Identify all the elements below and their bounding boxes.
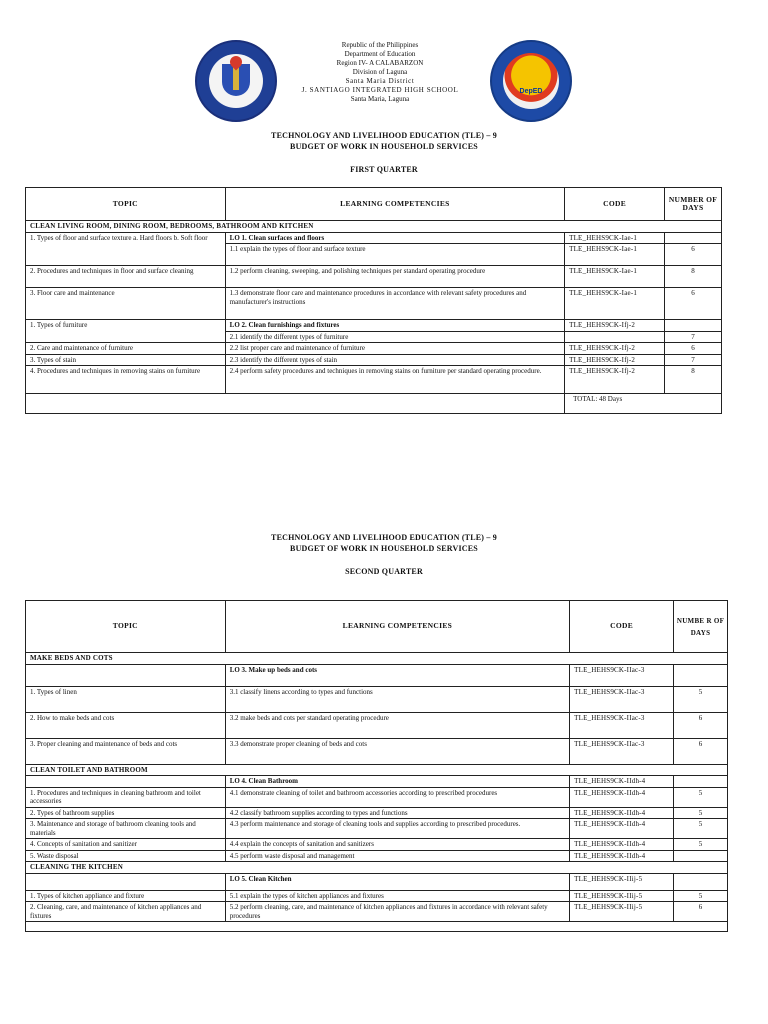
- code-cell: [565, 331, 665, 343]
- topic-cell: 4. Concepts of sanitation and sanitizer: [26, 839, 226, 851]
- code-cell: TLE_HEHS9CK-IIac-3: [570, 738, 674, 764]
- col-header-days: NUMBE R OF DAYS: [674, 601, 728, 653]
- q1-title: TECHNOLOGY AND LIVELIHOOD EDUCATION (TLE) – 9: [271, 131, 497, 140]
- letterhead-line: Santa Maria, Laguna: [350, 95, 410, 103]
- letterhead-line: Division of Laguna: [352, 68, 408, 76]
- topic-cell: 2. Care and maintenance of furniture: [26, 343, 226, 355]
- code-cell: TLE_HEHS9CK-IIdh-4: [570, 787, 674, 807]
- q1-quarter-label: FIRST QUARTER: [350, 165, 418, 174]
- table-row: [26, 686, 728, 712]
- code-cell: TLE_HEHS9CK-Ifj-2: [565, 320, 665, 332]
- days-cell: [674, 873, 728, 890]
- section-row: [26, 653, 728, 665]
- code-cell: TLE_HEHS9CK-IIdh-4: [570, 807, 674, 819]
- competency-cell: 3.3 demonstrate proper cleaning of beds and cots: [225, 738, 569, 764]
- section-row: [26, 764, 728, 776]
- code-cell: TLE_HEHS9CK-IIac-3: [570, 664, 674, 686]
- days-cell: [665, 320, 722, 332]
- competency-cell: LO 4. Clean Bathroom: [225, 776, 569, 788]
- table-header-row: [26, 601, 728, 653]
- competency-cell: 4.3 perform maintenance and storage of cleaning tools and supplies according to prescribed procedures.: [225, 819, 569, 839]
- col-header-code: CODE: [570, 601, 674, 653]
- days-cell: 7: [665, 354, 722, 366]
- q2-table: [25, 600, 728, 932]
- empty-cell: [26, 922, 728, 932]
- days-cell: 7: [665, 331, 722, 343]
- competency-cell: 2.4 perform safety procedures and techniques in removing stains on furniture per standard operating procedure.: [225, 366, 564, 394]
- col-header-topic: TOPIC: [26, 188, 226, 221]
- total-days: TOTAL: 48 Days: [565, 394, 722, 414]
- section-row: [26, 862, 728, 874]
- total-row: [26, 394, 722, 414]
- q2-subtitle: BUDGET OF WORK IN HOUSEHOLD SERVICES: [290, 544, 478, 553]
- section-title: MAKE BEDS AND COTS: [26, 653, 728, 665]
- topic-cell: [26, 776, 226, 788]
- table-row: [26, 712, 728, 738]
- competency-cell: 2.2 list proper care and maintenance of furniture: [225, 343, 564, 355]
- section-title: CLEAN LIVING ROOM, DINING ROOM, BEDROOMS, BATHROOM AND KITCHEN: [26, 221, 722, 233]
- days-cell: [674, 664, 728, 686]
- col-header-code: CODE: [565, 188, 665, 221]
- topic-cell: 1. Procedures and techniques in cleaning bathroom and toilet accessories: [26, 787, 226, 807]
- topic-cell: 1. Types of floor and surface texture a. Hard floors b. Soft floor: [26, 232, 226, 266]
- table-row: [26, 776, 728, 788]
- competency-cell: LO 3. Make up beds and cots: [225, 664, 569, 686]
- topic-cell: 1. Types of furniture: [26, 320, 226, 343]
- table-row: [26, 839, 728, 851]
- topic-cell: 3. Proper cleaning and maintenance of beds and cots: [26, 738, 226, 764]
- competency-cell: 5.1 explain the types of kitchen appliances and fixtures: [225, 890, 569, 902]
- code-cell: TLE_HEHS9CK-Ifj-2: [565, 354, 665, 366]
- days-cell: [674, 850, 728, 862]
- table-header-row: [26, 188, 722, 221]
- letterhead-line: Santa Maria District: [345, 77, 415, 85]
- section-row: [26, 221, 722, 233]
- table-row: [26, 807, 728, 819]
- code-cell: TLE_HEHS9CK-IIij-5: [570, 873, 674, 890]
- code-cell: TLE_HEHS9CK-IIac-3: [570, 712, 674, 738]
- topic-cell: 1. Types of linen: [26, 686, 226, 712]
- topic-cell: 3. Types of stain: [26, 354, 226, 366]
- table-row: [26, 922, 728, 932]
- letterhead-line: Region IV- A CALABARZON: [336, 59, 424, 67]
- days-cell: 6: [665, 288, 722, 320]
- col-header-topic: TOPIC: [26, 601, 226, 653]
- code-cell: TLE_HEHS9CK-Iae-1: [565, 288, 665, 320]
- topic-cell: 5. Waste disposal: [26, 850, 226, 862]
- code-cell: TLE_HEHS9CK-IIdh-4: [570, 839, 674, 851]
- competency-cell: 3.1 classify linens according to types and functions: [225, 686, 569, 712]
- code-cell: TLE_HEHS9CK-IIdh-4: [570, 850, 674, 862]
- competency-cell: 1.3 demonstrate floor care and maintenance procedures in accordance with relevant safety procedures and manufacturer's instructions: [225, 288, 564, 320]
- q2-title: TECHNOLOGY AND LIVELIHOOD EDUCATION (TLE) – 9: [271, 533, 497, 542]
- competency-cell: 4.5 perform waste disposal and management: [225, 850, 569, 862]
- code-cell: TLE_HEHS9CK-IIdh-4: [570, 776, 674, 788]
- table-row: [26, 232, 722, 244]
- topic-cell: 2. Procedures and techniques in floor and surface cleaning: [26, 266, 226, 288]
- days-cell: [674, 776, 728, 788]
- competency-cell: 2.1 identify the different types of furniture: [225, 331, 564, 343]
- section-title: CLEANING THE KITCHEN: [26, 862, 728, 874]
- table-row: [26, 850, 728, 862]
- code-cell: TLE_HEHS9CK-IIdh-4: [570, 819, 674, 839]
- days-cell: 5: [674, 686, 728, 712]
- school-name: J. SANTIAGO INTEGRATED HIGH SCHOOL: [301, 86, 459, 94]
- table-row: [26, 320, 722, 332]
- table-row: [26, 288, 722, 320]
- code-cell: TLE_HEHS9CK-IIij-5: [570, 890, 674, 902]
- total-spacer: [26, 394, 565, 414]
- code-cell: TLE_HEHS9CK-Ifj-2: [565, 366, 665, 394]
- table-row: [26, 354, 722, 366]
- days-cell: 6: [674, 738, 728, 764]
- competency-cell: 1.1 explain the types of floor and surface texture: [225, 244, 564, 266]
- table-row: [26, 890, 728, 902]
- competency-cell: 4.2 classify bathroom supplies according to types and functions: [225, 807, 569, 819]
- days-cell: 5: [674, 807, 728, 819]
- letterhead: [230, 41, 530, 104]
- col-header-days: NUMBER OF DAYS: [665, 188, 722, 221]
- topic-cell: 1. Types of kitchen appliance and fixture: [26, 890, 226, 902]
- code-cell: TLE_HEHS9CK-Iae-1: [565, 244, 665, 266]
- q1-table: [25, 187, 722, 414]
- school-seal-text: DepED: [519, 88, 543, 95]
- letterhead-line: Republic of the Philippines: [341, 41, 419, 49]
- days-cell: 5: [674, 787, 728, 807]
- table-row: [26, 738, 728, 764]
- table-row: [26, 787, 728, 807]
- days-cell: 6: [674, 712, 728, 738]
- table-row: [26, 343, 722, 355]
- letterhead-line: Department of Education: [344, 50, 416, 58]
- topic-cell: 3. Floor care and maintenance: [26, 288, 226, 320]
- table-row: [26, 902, 728, 922]
- code-cell: TLE_HEHS9CK-IIac-3: [570, 686, 674, 712]
- table-row: [26, 819, 728, 839]
- col-header-competencies: LEARNING COMPETENCIES: [225, 601, 569, 653]
- days-cell: 5: [674, 890, 728, 902]
- code-cell: TLE_HEHS9CK-Ifj-2: [565, 343, 665, 355]
- col-header-competencies: LEARNING COMPETENCIES: [225, 188, 564, 221]
- days-cell: 6: [665, 343, 722, 355]
- competency-cell: 3.2 make beds and cots per standard operating procedure: [225, 712, 569, 738]
- days-cell: 5: [674, 819, 728, 839]
- q1-subtitle: BUDGET OF WORK IN HOUSEHOLD SERVICES: [290, 142, 478, 151]
- topic-cell: 3. Maintenance and storage of bathroom cleaning tools and materials: [26, 819, 226, 839]
- topic-cell: [26, 664, 226, 686]
- topic-cell: 4. Procedures and techniques in removing stains on furniture: [26, 366, 226, 394]
- competency-cell: LO 2. Clean furnishings and fixtures: [225, 320, 564, 332]
- days-cell: 6: [674, 902, 728, 922]
- table-row: [26, 366, 722, 394]
- competency-cell: 4.1 demonstrate cleaning of toilet and bathroom accessories according to prescribed procedures: [225, 787, 569, 807]
- days-cell: [665, 232, 722, 244]
- competency-cell: 4.4 explain the concepts of sanitation and sanitizers: [225, 839, 569, 851]
- days-cell: 5: [674, 839, 728, 851]
- competency-cell: 2.3 identify the different types of stain: [225, 354, 564, 366]
- competency-cell: 5.2 perform cleaning, care, and maintenance of kitchen appliances and fixtures in accordance with relevant safety procedures: [225, 902, 569, 922]
- table-row: [26, 664, 728, 686]
- days-cell: 6: [665, 244, 722, 266]
- topic-cell: 2. Types of bathroom supplies: [26, 807, 226, 819]
- code-cell: TLE_HEHS9CK-Iae-1: [565, 232, 665, 244]
- code-cell: TLE_HEHS9CK-IIij-5: [570, 902, 674, 922]
- days-cell: 8: [665, 266, 722, 288]
- competency-cell: 1.2 perform cleaning, sweeping, and polishing techniques per standard operating procedure: [225, 266, 564, 288]
- competency-cell: LO 1. Clean surfaces and floors: [225, 232, 564, 244]
- table-row: [26, 266, 722, 288]
- days-cell: 8: [665, 366, 722, 394]
- topic-cell: 2. Cleaning, care, and maintenance of kitchen appliances and fixtures: [26, 902, 226, 922]
- code-cell: TLE_HEHS9CK-Iae-1: [565, 266, 665, 288]
- competency-cell: LO 5. Clean Kitchen: [225, 873, 569, 890]
- q2-quarter-label: SECOND QUARTER: [345, 567, 423, 576]
- section-title: CLEAN TOILET AND BATHROOM: [26, 764, 728, 776]
- topic-cell: 2. How to make beds and cots: [26, 712, 226, 738]
- topic-cell: [26, 873, 226, 890]
- table-row: [26, 873, 728, 890]
